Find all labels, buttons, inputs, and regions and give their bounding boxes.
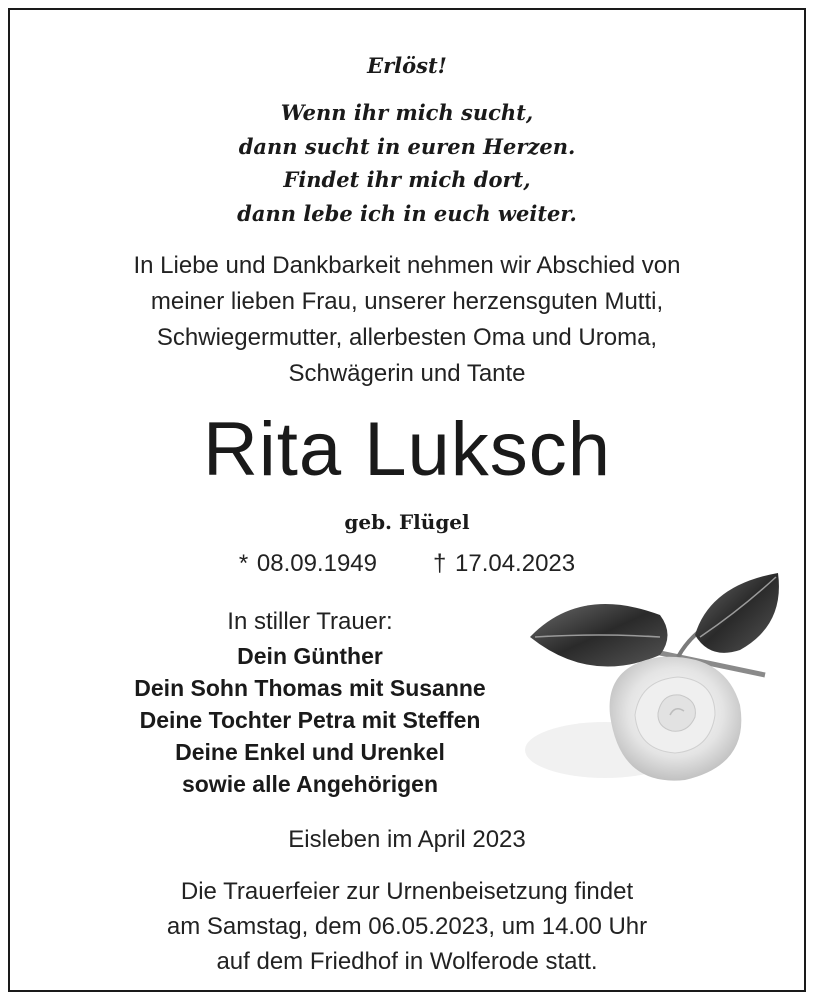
place-date: Eisleben im April 2023 (288, 826, 526, 853)
death-date: † 17.04.2023 (432, 550, 576, 577)
mourners-block (80, 604, 540, 800)
birth-date: * 08.09.1949 (238, 550, 377, 577)
funeral-line: Die Trauerfeier zur Urnenbeisetzung findet (180, 878, 634, 905)
rose-image (510, 565, 780, 795)
intro-line: Schwägerin und Tante (288, 360, 526, 387)
mourner-name: Dein Günther (237, 643, 383, 669)
mourner-name: Deine Enkel und Urenkel (175, 739, 445, 765)
mourner-name: Deine Tochter Petra mit Steffen (139, 707, 481, 733)
birth-name: geb. Flügel (344, 510, 470, 534)
poem-line: dann lebe ich in euch weiter. (237, 200, 577, 226)
mourner-name: Dein Sohn Thomas mit Susanne (134, 675, 486, 701)
intro-line: In Liebe und Dankbarkeit nehmen wir Abschied von (133, 252, 681, 279)
motto: Erlöst! (367, 53, 447, 78)
deceased-name: Rita Luksch (202, 407, 612, 492)
intro-line: meiner lieben Frau, unserer herzensguten Mutti, (150, 288, 664, 315)
funeral-line: am Samstag, dem 06.05.2023, um 14.00 Uhr (166, 913, 648, 940)
intro-text (10, 248, 804, 392)
funeral-info (10, 874, 804, 979)
intro-line: Schwiegermutter, allerbesten Oma und Uroma, (156, 324, 658, 351)
poem-line: dann sucht in euren Herzen. (238, 133, 576, 159)
mourners-lead: In stiller Trauer: (227, 608, 393, 635)
poem (10, 96, 804, 230)
funeral-line: auf dem Friedhof in Wolferode statt. (216, 948, 598, 975)
obituary-notice (8, 8, 806, 992)
mourner-name: sowie alle Angehörigen (181, 771, 439, 797)
poem-line: Wenn ihr mich sucht, (280, 100, 534, 125)
poem-line: Findet ihr mich dort, (283, 167, 531, 192)
